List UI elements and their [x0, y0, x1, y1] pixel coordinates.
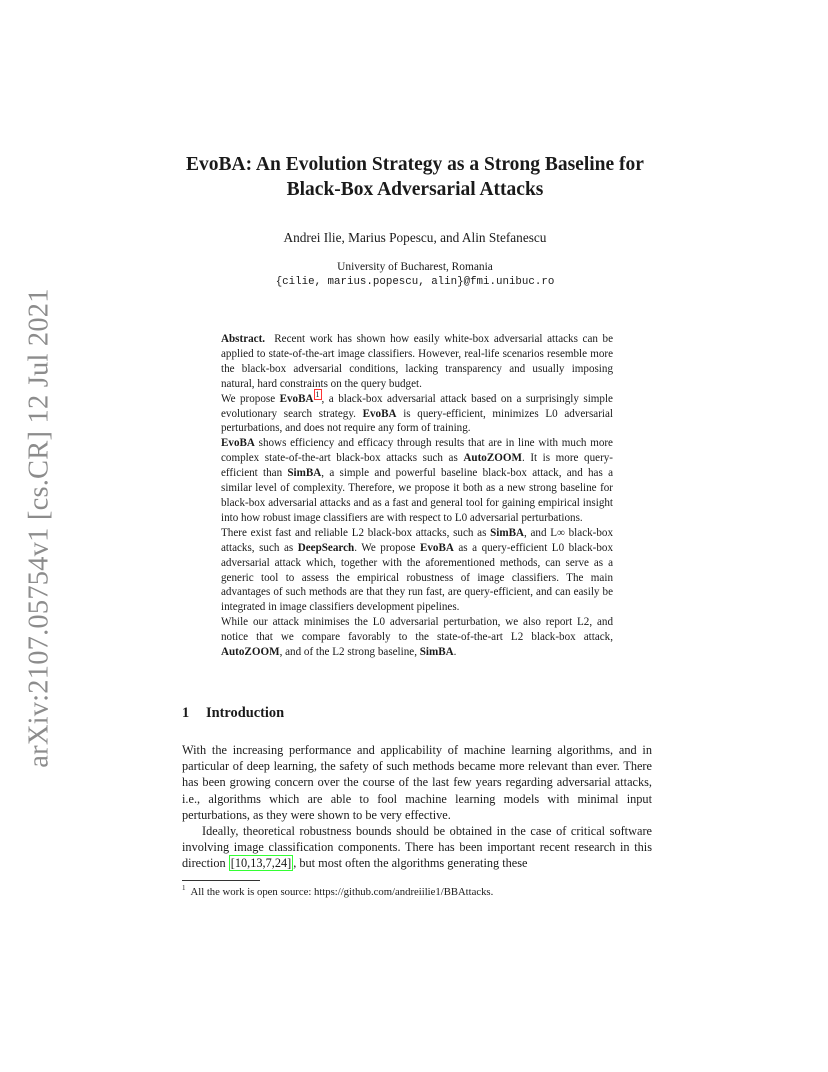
- abstract-label: Abstract.: [221, 333, 266, 345]
- footnote-link[interactable]: 1: [315, 389, 320, 399]
- title-line-1: EvoBA: An Evolution Strategy as a Strong Baseline for: [186, 154, 644, 175]
- footnote-rule: [182, 880, 260, 881]
- abstract-paragraph-5: While our attack minimises the L0 adversarial perturbation, we also report L2, and notice that we compare favorably to the state-of-the-art L2 black-box attack, AutoZOOM, and of the L2 strong baseline, SimBA.: [221, 616, 613, 659]
- footnote: [182, 885, 652, 899]
- paper-title: [170, 152, 660, 202]
- abstract-paragraph-4: There exist fast and reliable L2 black-box attacks, such as SimBA, and L∞ black-box attacks, such as DeepSearch. We propose EvoBA as a query-efficient L0 black-box adversarial attack which, together with the aforementioned methods, can serve as a generic tool to assess the empirical robustness of image classifiers. The main advantages of such methods are that they run fast, are query-efficient, and can easily be integrated in image classifiers development pipelines.: [221, 526, 613, 614]
- author-list: Andrei Ilie, Marius Popescu, and Alin Stefanescu: [283, 230, 547, 245]
- arxiv-identifier: arXiv:2107.05754v1 [cs.CR] 12 Jul 2021: [24, 288, 56, 768]
- section-heading: [182, 705, 652, 722]
- footnote-mark: 1: [182, 884, 186, 893]
- section-number: 1: [182, 705, 190, 721]
- intro-paragraph-2: Ideally, theoretical robustness bounds should be obtained in the case of critical software involving image classification components. There has been important recent research in this direction [10,13,7,24] , but most often the algorithms generating these: [182, 824, 652, 871]
- introduction-text: [182, 742, 652, 872]
- title-line-2: Black-Box Adversarial Attacks: [286, 179, 544, 200]
- author-emails: {cilie, marius.popescu, alin}@fmi.unibuc.ro: [275, 276, 555, 288]
- affiliation-block: [170, 260, 660, 290]
- abstract: [221, 332, 613, 660]
- abstract-paragraph-1: Abstract. Recent work has shown how easily white-box adversarial attacks can be applied to state-of-the-art image classifiers. However, real-life scenarios resemble more the black-box adversarial conditions, lacking transparency and usually imposing natural, hard constraints on the query budget.: [221, 333, 613, 390]
- section-title: Introduction: [206, 705, 285, 721]
- affiliation: University of Bucharest, Romania: [337, 261, 493, 273]
- intro-paragraph-1: With the increasing performance and applicability of machine learning algorithms, and in particular of deep learning, the safety of such methods became more relevant than ever. There has been growing concern over the course of the last few years regarding adversarial attacks, i.e., algorithms which are able to fool machine learning models with minimal input perturbations, as they were shown to be very effective.: [182, 743, 652, 822]
- footnote-text: All the work is open source: https://github.com/andreiilie1/BBAttacks.: [190, 886, 494, 898]
- abstract-paragraph-3: EvoBA shows efficiency and efficacy through results that are in line with much more complex state-of-the-art black-box attacks such as AutoZOOM. It is more query-efficient than SimBA, a simple and powerful baseline black-box attack, and has a similar level of complexity. Therefore, we propose it both as a new strong baseline for black-box adversarial attacks and as a fast and general tool for gaining empirical insight into how robust image classifiers are with respect to L0 adversarial perturbations.: [221, 437, 614, 524]
- abstract-paragraph-2: We propose EvoBA $^1$ , a black-box adversarial attack based on a surprisingly simple evolutionary search strategy. EvoBA is query-efficient, minimizes L0 adversarial perturbations, and does not require any form of training.: [221, 389, 613, 435]
- arxiv-side-label: [20, 288, 60, 768]
- citation-link[interactable]: [10,13,7,24]: [230, 856, 292, 871]
